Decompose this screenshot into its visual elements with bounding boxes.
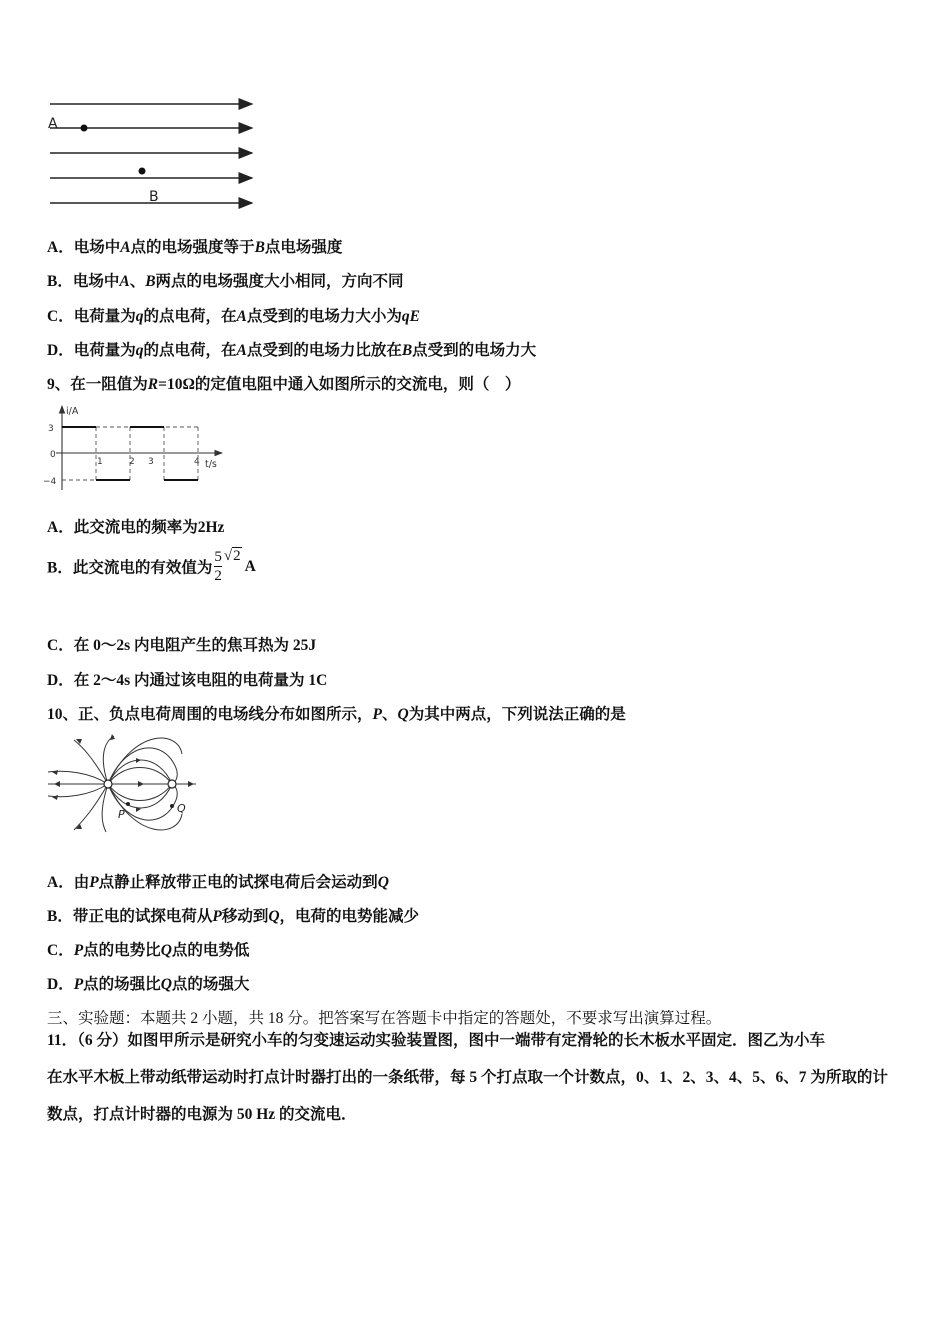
q11-line-2: 在水平木板上带动纸带运动时打点计时器打出的一条纸带，每 5 个打点取一个计数点，0、1、2、3、4、5、6、7 为所取的计 — [47, 1069, 888, 1086]
x-tick-label: 3 — [148, 457, 154, 467]
q8-option-a: A．电场中A点的电场强度等于B点电场强度 — [47, 239, 343, 256]
y-tick-label: 0 — [50, 450, 56, 460]
q10-stem: 10、正、负点电荷周围的电场线分布如图所示，P、Q为其中两点，下列说法正确的是 — [47, 706, 626, 723]
current-graph — [40, 402, 230, 494]
point-p-dot — [126, 802, 130, 806]
x-tick-label: 4 — [194, 457, 200, 467]
dipole-field-figure — [44, 732, 204, 834]
q10-option-b: B．带正电的试探电荷从P移动到Q，电荷的电势能减少 — [47, 908, 420, 925]
y-tick-label: 3 — [48, 424, 54, 434]
q9-option-d: D．在 2～4s 内通过该电阻的电荷量为 1C — [47, 672, 328, 689]
q9-stem: 9、在一阻值为R=10Ω的定值电阻中通入如图所示的交流电，则（ ） — [47, 376, 521, 393]
y-tick-label: −4 — [43, 477, 57, 487]
q11-stem — [47, 1022, 907, 1133]
q10-option-c: C．P点的电势比Q点的电势低 — [47, 942, 250, 959]
q10-option-a: A．由P点静止释放带正电的试探电荷后会运动到Q — [47, 874, 389, 891]
q9-option-a: A．此交流电的频率为2Hz — [47, 519, 225, 536]
point-b-dot — [139, 168, 146, 175]
section-3-heading: 三、实验题：本题共 2 小题，共 18 分。把答案写在答题卡中指定的答题处，不要求写出演算过程。 — [47, 1010, 722, 1027]
q8-option-b: B．电场中A、B两点的电场强度大小相同，方向不同 — [47, 273, 404, 290]
q8-option-d: D．电荷量为q的点电荷，在A点受到的电场力比放在B点受到的电场力大 — [47, 342, 537, 359]
field-lines-figure — [40, 90, 265, 215]
q10-option-d: D．P点的场强比Q点的场强大 — [47, 976, 250, 993]
q9-option-b: B．此交流电的有效值为 $\frac{5}{2}$ √2A — [47, 548, 256, 584]
point-a-label: A — [48, 116, 58, 132]
point-b-label: B — [149, 189, 159, 205]
q11-line-3: 数点，打点计时器的电源为 50 Hz 的交流电． — [47, 1106, 357, 1123]
q11-line-1: 11．（6 分）如图甲所示是研究小车的匀变速运动实验装置图，图中一端带有定滑轮的长木板水平固定．图乙为小车 — [47, 1032, 826, 1049]
q8-option-c: C．电荷量为q的点电荷，在A点受到的电场力大小为qE — [47, 308, 420, 325]
x-axis-label: t/s — [205, 459, 217, 470]
y-axis-label: i/A — [66, 406, 79, 417]
point-q-dot — [170, 804, 174, 808]
point-a-dot — [81, 125, 88, 132]
point-p-label: P — [118, 808, 125, 821]
q9-option-c: C．在 0～2s 内电阻产生的焦耳热为 25J — [47, 637, 317, 654]
fraction: $\frac{5}{2}$ — [214, 549, 222, 584]
x-tick-label: 2 — [129, 457, 135, 467]
x-tick-label: 1 — [97, 457, 103, 467]
sqrt-symbol: √2 — [223, 548, 241, 564]
point-q-label: Q — [177, 802, 186, 815]
